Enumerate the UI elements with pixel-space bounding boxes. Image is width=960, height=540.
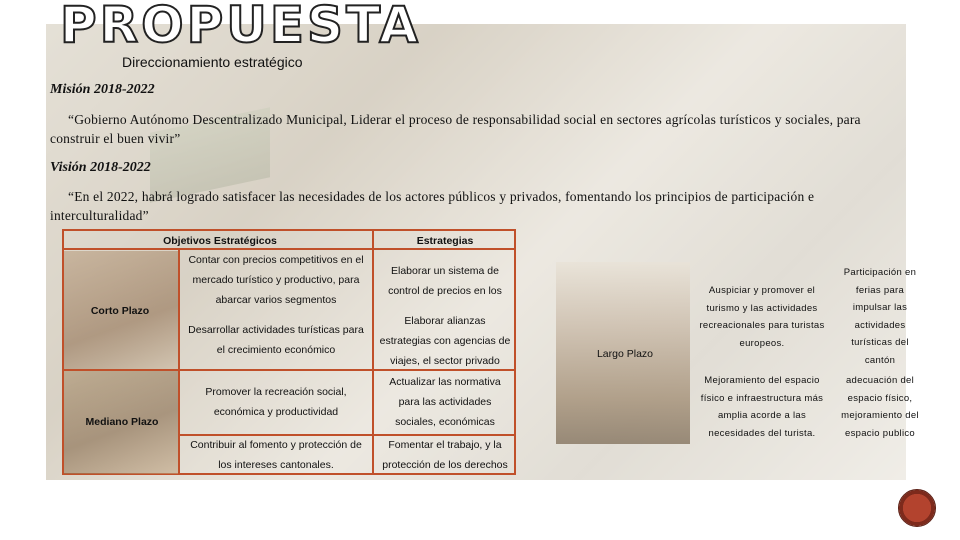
obj2: Desarrollar actividades turísticas para el crecimiento económico: [188, 324, 364, 356]
largo2-obj: Mejoramiento del espacio físico e infraestructura más amplia acorde a las necesidades del turista.: [700, 375, 824, 439]
est1: Elaborar un sistema de control de precios en los: [388, 265, 502, 297]
label-largo-plazo: Largo Plazo: [596, 348, 654, 360]
mision-heading: Misión 2018-2022: [50, 82, 155, 97]
obj1: Contar con precios competitivos en el mercado turístico y productivo, para abarcar varios segmentos: [188, 254, 364, 306]
est2: Elaborar alianzas estrategias con agencias de viajes, el sector privado: [379, 315, 511, 367]
slide-logo: [898, 489, 936, 527]
est3: Actualizar las normativa para las actividades sociales, económicas: [389, 376, 501, 428]
subtitle: Direccionamiento estratégico: [122, 54, 303, 70]
label-corto-plazo: Corto Plazo: [90, 305, 150, 317]
label-mediano-plazo: Mediano Plazo: [85, 416, 159, 428]
vision-text: “En el 2022, habrá logrado satisfacer las necesidades de los actores públicos y privados, fomentando los principios de participación e interculturalidad”: [50, 189, 815, 223]
vision-heading: Visión 2018-2022: [50, 160, 151, 175]
obj4: Contribuir al fomento y protección de los intereses cantonales.: [190, 439, 362, 471]
obj3: Promover la recreación social, económica y productividad: [205, 386, 347, 418]
est4: Fomentar el trabajo, y la protección de los derechos: [382, 439, 508, 471]
mision-text: “Gobierno Autónomo Descentralizado Municipal, Liderar el proceso de responsabilidad social en sectores agrícolas turísticos y sociales, para construir el buen vivir”: [50, 112, 861, 146]
header-estrategias: Estrategias: [416, 235, 474, 247]
largo1-est: Participación en ferias para impulsar las actividades turísticas del cantón: [843, 267, 917, 366]
largo1-obj: Auspiciar y promover el turismo y las actividades recreacionales para turistas europeos.: [699, 285, 825, 349]
largo2-est: adecuación del espacio físico, mejoramiento del espacio publico: [841, 375, 919, 439]
page-title: PROPUESTA: [60, 0, 421, 54]
header-objetivos: Objetivos Estratégicos: [163, 235, 277, 247]
